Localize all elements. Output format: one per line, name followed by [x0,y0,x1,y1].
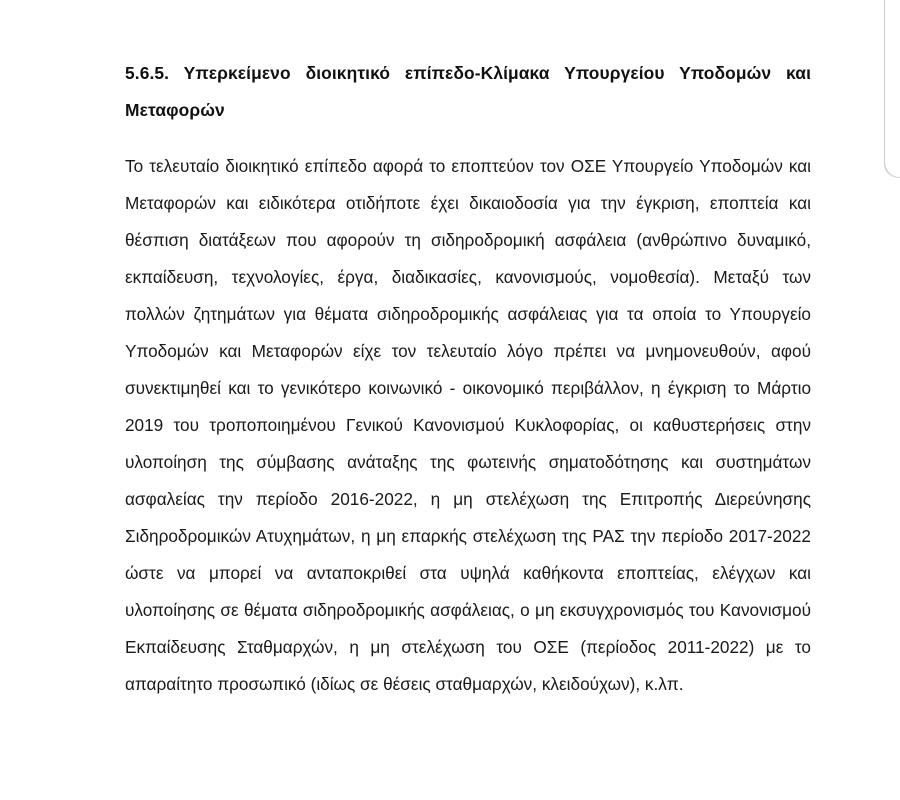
section-heading [125,0,811,129]
section-heading-line-2: Μεταφορών [125,100,225,120]
body-paragraph: Το τελευταίο διοικητικό επίπεδο αφορά το εποπτεύον τον ΟΣΕ Υπουργείο Υποδομών και Μεταφορών και ειδικότερα οτιδήποτε έχει δικαιοδοσία για την έγκριση, εποπτεία και θέσπιση διατάξεων που αφορούν τη σιδηροδρομική ασφάλεια (ανθρώπινο δυναμικό, εκπαίδευση, τεχνολογίες, έργα, διαδικασίες, κανονισμούς, νομοθεσία). Μεταξύ των πολλών ζητημάτων για θέματα σιδηροδρομικής ασφάλειας για τα οποία το Υπουργείο Υποδομών και Μεταφορών είχε τον τελευταίο λόγο πρέπει να μνημονευθούν, αφού συνεκτιμηθεί και το γενικότερο κοινωνικό - οικονομικό περιβάλλον, η έγκριση το Μάρτιο 2019 του τροποποιημένου Γενικού Κανονισμού Κυκλοφορίας, οι καθυστερήσεις στην υλοποίηση της σύμβασης ανάταξης της φωτεινής σηματοδότησης και συστημάτων ασφαλείας την περίοδο 2016-2022, η μη στελέχωση της Επιτροπής Διερεύνησης Σιδηροδρομικών Ατυχημάτων, η μη επαρκής στελέχωση της ΡΑΣ την περίοδο 2017-2022 ώστε να μπορεί να ανταποκριθεί στα υψηλά καθήκοντα εποπτείας, ελέγχων και υλοποίησης σε θέματα σιδηροδρομικής ασφάλειας, ο μη εκσυγχρονισμός του Κανονισμού Εκπαίδευσης Σταθμαρχών, η μη στελέχωση του ΟΣΕ (περίοδος 2011-2022) με το απαραίτητο προσωπικό (ιδίως σε θέσεις σταθμαρχών, κλειδούχων), κ.λπ. [125,156,811,694]
document-content [125,0,811,703]
section-heading-line-1: 5.6.5. Υπερκείμενο διοικητικό επίπεδο-Κλίμακα Υπουργείου Υποδομών και [125,63,811,83]
